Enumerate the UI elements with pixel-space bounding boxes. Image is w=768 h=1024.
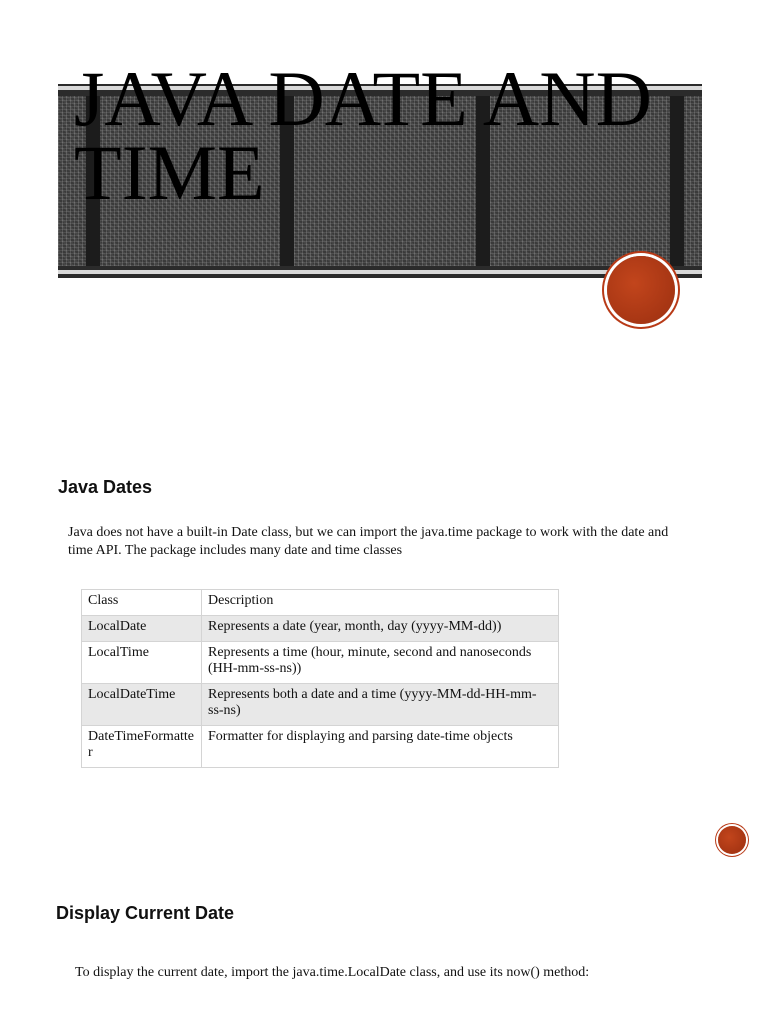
table-row: [82, 684, 559, 726]
section-heading-java-dates: Java Dates: [58, 477, 153, 497]
table-header-cell: Description: [202, 590, 559, 616]
table-cell-description: Formatter for displaying and parsing date-time objects: [202, 726, 559, 768]
table-cell-class: LocalDate: [82, 616, 202, 642]
banner-stripe-bottom: [58, 270, 702, 274]
table-cell-description: Represents a date (year, month, day (yyyy-MM-dd)): [202, 616, 559, 642]
date-classes-table: [81, 589, 559, 768]
table-row: [82, 616, 559, 642]
section-heading-display-current-date: Display Current Date: [56, 903, 235, 923]
table-row: [82, 642, 559, 684]
table-cell-description: Represents both a date and a time (yyyy-MM-dd-HH-mm-ss-ns): [202, 684, 559, 726]
table-cell-class: LocalTime: [82, 642, 202, 684]
table-cell-class: DateTimeFormatter: [82, 726, 202, 768]
table-cell-description: Represents a time (hour, minute, second and nanoseconds (HH-mm-ss-ns)): [202, 642, 559, 684]
accent-circle-icon: [718, 826, 746, 854]
accent-circle-icon: [607, 256, 675, 324]
current-date-paragraph: To display the current date, import the java.time.LocalDate class, and use its now() method:: [75, 965, 590, 980]
table-cell-class: LocalDateTime: [82, 684, 202, 726]
table-row: [82, 726, 559, 768]
table-header-row: [82, 590, 559, 616]
table-header-cell: Class: [82, 590, 202, 616]
slide-title: JAVA DATE AND TIME: [74, 55, 652, 216]
intro-paragraph: Java does not have a built-in Date class, but we can import the java.time package to work with the date and time API. The package includes many date and time classes: [68, 525, 669, 558]
